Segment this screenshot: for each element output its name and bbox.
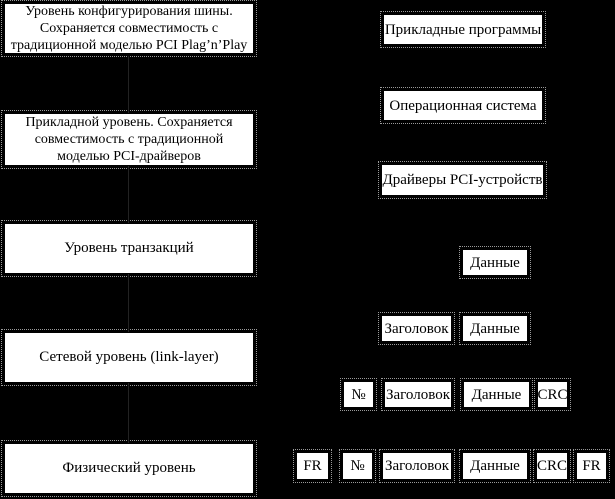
layer-text-line: Физический уровень bbox=[62, 460, 196, 476]
layer-box-transaction bbox=[4, 223, 254, 274]
frame-end-cell bbox=[576, 452, 607, 480]
box-label: CRC bbox=[537, 386, 568, 403]
box-label: Драйверы PCI-устройств bbox=[382, 172, 543, 188]
layer-box-link bbox=[4, 332, 254, 383]
box-label: Операционная система bbox=[389, 97, 537, 114]
box-label: Данные bbox=[471, 386, 522, 403]
data-cell bbox=[462, 452, 528, 480]
header-cell bbox=[381, 315, 452, 342]
layer-text-line: Сетевой уровень (link-layer) bbox=[39, 349, 219, 365]
connector-line bbox=[128, 56, 129, 113]
box-label: Данные bbox=[470, 320, 520, 337]
application-programs-box bbox=[383, 14, 543, 45]
box-label: FR bbox=[303, 458, 322, 474]
crc-cell bbox=[537, 381, 568, 408]
box-label: Заголовок bbox=[384, 320, 449, 337]
layer-text-line: моделью PCI-драйверов bbox=[57, 149, 201, 164]
frame-start-cell bbox=[296, 452, 329, 480]
box-label: № bbox=[351, 386, 366, 403]
crc-cell bbox=[536, 452, 568, 480]
connector-line bbox=[128, 274, 129, 332]
connector-line bbox=[128, 383, 129, 443]
seq-num-cell bbox=[342, 452, 373, 480]
layer-text-line: Уровень транзакций bbox=[64, 240, 194, 256]
box-label: № bbox=[350, 458, 365, 474]
data-cell bbox=[462, 315, 528, 342]
layer-box-application bbox=[4, 113, 254, 166]
layer-text-line: Прикладной уровень. Сохраняется bbox=[25, 115, 233, 130]
box-label: Заголовок bbox=[384, 458, 449, 474]
layer-box-physical bbox=[4, 443, 254, 494]
pci-drivers-box bbox=[381, 164, 544, 196]
box-label: Данные bbox=[470, 254, 520, 271]
box-label: Данные bbox=[470, 458, 520, 474]
header-cell bbox=[382, 452, 452, 480]
box-label: CRC bbox=[537, 458, 568, 474]
connector-line bbox=[128, 166, 129, 223]
box-label: Прикладные программы bbox=[384, 21, 542, 38]
layer-text-line: традиционной моделью PCI Plag’n’Play bbox=[10, 38, 248, 53]
layer-text-line: Уровень конфигурирования шины. bbox=[25, 4, 233, 19]
seq-num-cell bbox=[343, 381, 374, 408]
box-label: Заголовок bbox=[385, 386, 450, 403]
layer-box-bus-configuration bbox=[4, 3, 254, 54]
data-cell bbox=[463, 381, 530, 408]
box-label: FR bbox=[582, 458, 601, 474]
header-cell bbox=[384, 381, 452, 408]
layer-text-line: совместимость с традиционной bbox=[34, 132, 224, 147]
operating-system-box bbox=[383, 90, 543, 121]
layer-text-line: Сохраняется совместимость с bbox=[39, 21, 219, 36]
data-cell bbox=[462, 249, 528, 276]
